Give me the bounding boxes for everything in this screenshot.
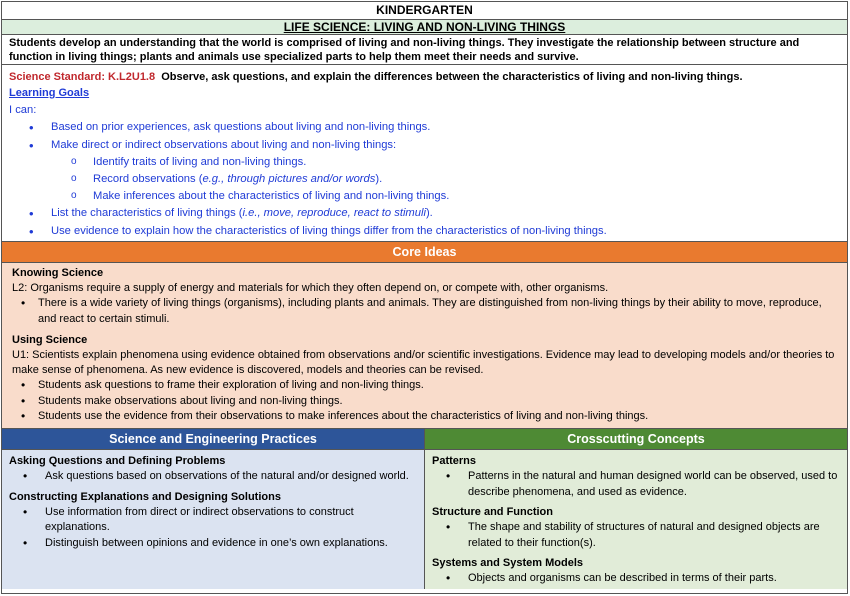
curriculum-page xyxy=(1,1,848,594)
list-item: • There is a wide variety of living things (organisms), including plants and animals. They are distinguished from non-living things by their ability to move, reproduce, and react to certain stimuli. xyxy=(12,296,837,327)
concept-list xyxy=(432,469,840,500)
practices-column xyxy=(2,429,425,589)
learning-goal: • Make direct or indirect observations about living and non-living things: o Identify traits of living and non-living things. o Record observations (e.g., through pictures and/or words). o Make inferences about the characteristics of living and non-living things. xyxy=(9,137,840,206)
unit-summary: Students develop an understanding that the world is comprised of living and non-living things. They investigate the relationship between structure and function in living things; plants and animals use specialized parts to help them meet their needs and survive. xyxy=(2,35,847,65)
learning-goal: • Use evidence to explain how the characteristics of living things differ from the characteristics of non-living things. xyxy=(9,223,840,241)
learning-subgoal: o Record observations (e.g., through pictures and/or words). xyxy=(51,171,840,188)
using-science-list xyxy=(12,378,837,425)
list-item: • The shape and stability of structures of natural and designed objects are related to their function(s). xyxy=(432,520,840,551)
practice-list xyxy=(9,505,417,552)
learning-goal: • Based on prior experiences, ask questions about living and non-living things. xyxy=(9,119,840,137)
learning-subgoals-list xyxy=(51,154,840,205)
learning-goal: • List the characteristics of living things (i.e., move, reproduce, react to stimuli). xyxy=(9,205,840,223)
list-item: • Use information from direct or indirect observations to construct explanations. xyxy=(9,505,417,536)
list-item: • Patterns in the natural and human designed world can be observed, used to describe phenomena, and used as evidence. xyxy=(432,469,840,500)
list-item: • Students ask questions to frame their exploration of living and non-living things. xyxy=(12,378,837,394)
knowing-science-title: Knowing Science xyxy=(12,267,104,279)
concept-title: Patterns xyxy=(432,455,477,467)
practice-list xyxy=(9,469,417,485)
concept-title: Structure and Function xyxy=(432,506,553,518)
using-science-text: U1: Scientists explain phenomena using evidence obtained from observations and/or scientific investigations. Evidence may lead to developing models and/or theories to make sense of phenomena. As new evidence is discovered, models and theories can be revised. xyxy=(12,349,835,376)
list-item: • Students make observations about living and non-living things. xyxy=(12,394,837,410)
learning-subgoal: o Identify traits of living and non-living things. xyxy=(51,154,840,171)
crosscutting-body xyxy=(425,450,847,587)
learning-goals-intro: I can: xyxy=(9,104,37,116)
practice-title: Constructing Explanations and Designing Solutions xyxy=(9,490,281,503)
core-ideas-header: Core Ideas xyxy=(2,242,847,263)
practices-body xyxy=(2,450,424,551)
list-item: • Ask questions based on observations of the natural and/or designed world. xyxy=(9,469,417,485)
crosscutting-column xyxy=(425,429,847,589)
list-item: • Distinguish between opinions and evidence in one’s own explanations. xyxy=(9,536,417,552)
unit-title: LIFE SCIENCE: LIVING AND NON-LIVING THINGS xyxy=(2,20,847,35)
knowing-science-text: L2: Organisms require a supply of energy and materials for which they often depend on, or compete with, other organisms. xyxy=(12,282,609,294)
learning-goals-link[interactable]: Learning Goals xyxy=(9,87,90,99)
concept-title: Systems and System Models xyxy=(432,557,584,569)
concept-list xyxy=(432,520,840,551)
standard-line xyxy=(9,69,840,85)
standard-code: Science Standard: K.L2U1.8 xyxy=(9,71,156,83)
grade-title: KINDERGARTEN xyxy=(2,2,847,20)
core-ideas-body xyxy=(2,263,847,429)
learning-goals-list xyxy=(9,119,840,240)
crosscutting-header: Crosscutting Concepts xyxy=(425,429,847,450)
practices-header: Science and Engineering Practices xyxy=(2,429,424,450)
list-item: • Students use the evidence from their observations to make inferences about the characteristics of living and non-living things. xyxy=(12,409,837,425)
practices-concepts-row xyxy=(2,429,847,589)
knowing-science-list xyxy=(12,296,837,327)
concept-list xyxy=(432,571,840,587)
standard-text: Observe, ask questions, and explain the differences between the characteristics of living and non-living things. xyxy=(161,71,743,83)
practice-title: Asking Questions and Defining Problems xyxy=(9,455,226,467)
standard-section xyxy=(2,65,847,242)
using-science-title: Using Science xyxy=(12,334,88,346)
list-item: • Objects and organisms can be described in terms of their parts. xyxy=(432,571,840,587)
learning-subgoal: o Make inferences about the characteristics of living and non-living things. xyxy=(51,188,840,205)
